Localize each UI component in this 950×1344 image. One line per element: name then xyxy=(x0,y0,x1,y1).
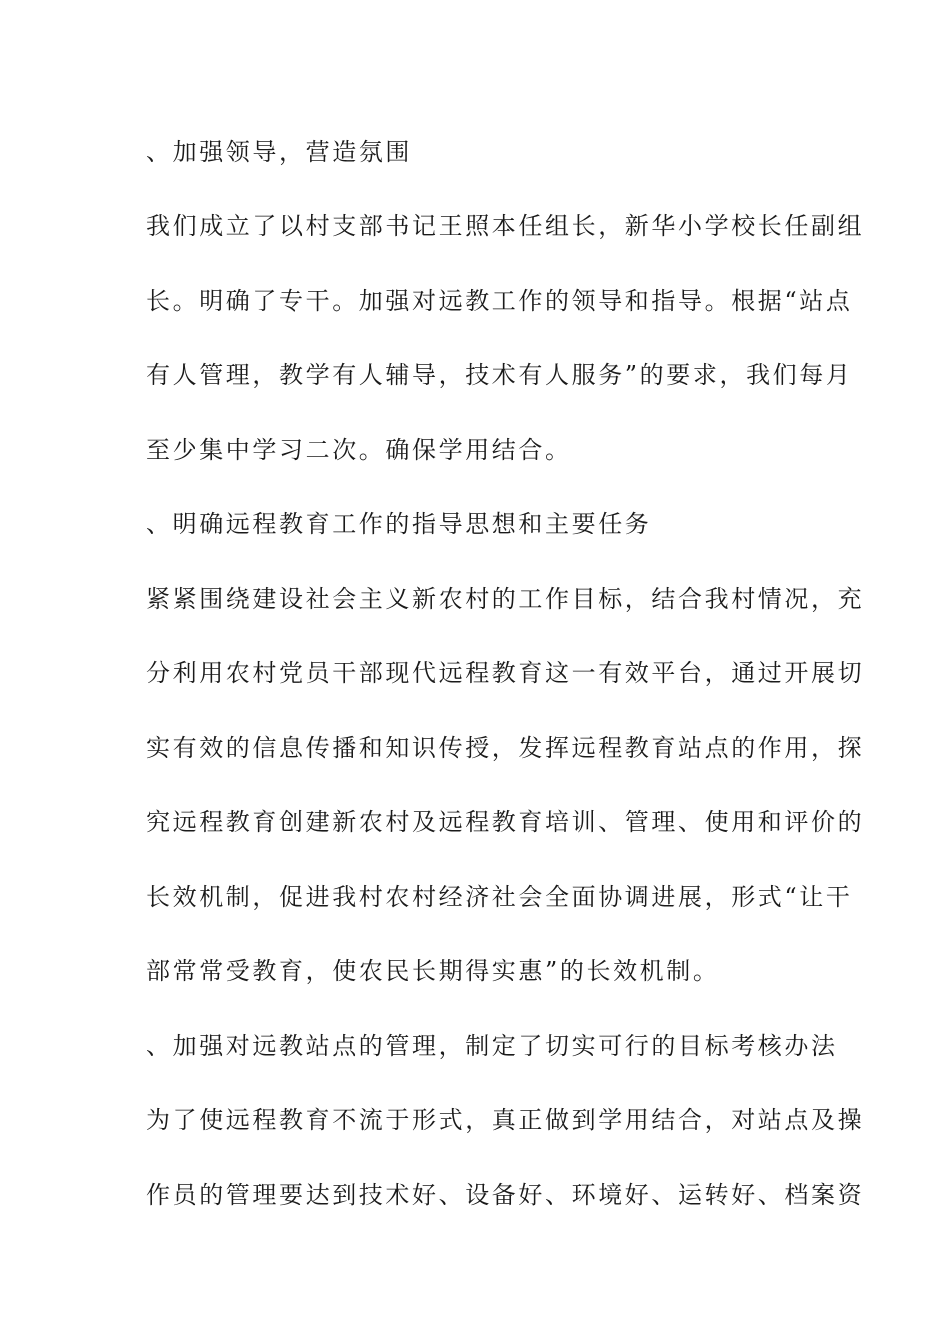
paragraph-line: 我们成立了以村支部书记王照本任组长，新华小学校长任副组 xyxy=(146,212,865,240)
heading-3: 、加强对远教站点的管理，制定了切实可行的目标考核办法 xyxy=(146,1032,838,1060)
heading-2: 、明确远程教育工作的指导思想和主要任务 xyxy=(146,510,652,538)
paragraph-line: 究远程教育创建新农村及远程教育培训、管理、使用和评价的 xyxy=(146,808,865,836)
paragraph-line: 部常常受教育，使农民长期得实惠”的长效机制。 xyxy=(146,957,720,985)
paragraph-line: 为了使远程教育不流于形式，真正做到学用结合，对站点及操 xyxy=(146,1106,865,1134)
paragraph-line: 实有效的信息传播和知识传授，发挥远程教育站点的作用，探 xyxy=(146,734,865,762)
paragraph-line: 有人管理，教学有人辅导，技术有人服务”的要求，我们每月 xyxy=(146,361,853,389)
heading-1: 、加强领导，营造氛围 xyxy=(146,138,412,166)
paragraph-line: 长。明确了专干。加强对远教工作的领导和指导。根据“站点 xyxy=(146,287,853,315)
paragraph-line: 长效机制，促进我村农村经济社会全面协调进展，形式“让干 xyxy=(146,883,853,911)
paragraph-line: 作员的管理要达到技术好、设备好、环境好、运转好、档案资 xyxy=(146,1181,865,1209)
paragraph-line: 至少集中学习二次。确保学用结合。 xyxy=(146,436,572,464)
paragraph-line: 紧紧围绕建设社会主义新农村的工作目标，结合我村情况，充 xyxy=(146,585,865,613)
paragraph-line: 分利用农村党员干部现代远程教育这一有效平台，通过开展切 xyxy=(146,659,865,687)
